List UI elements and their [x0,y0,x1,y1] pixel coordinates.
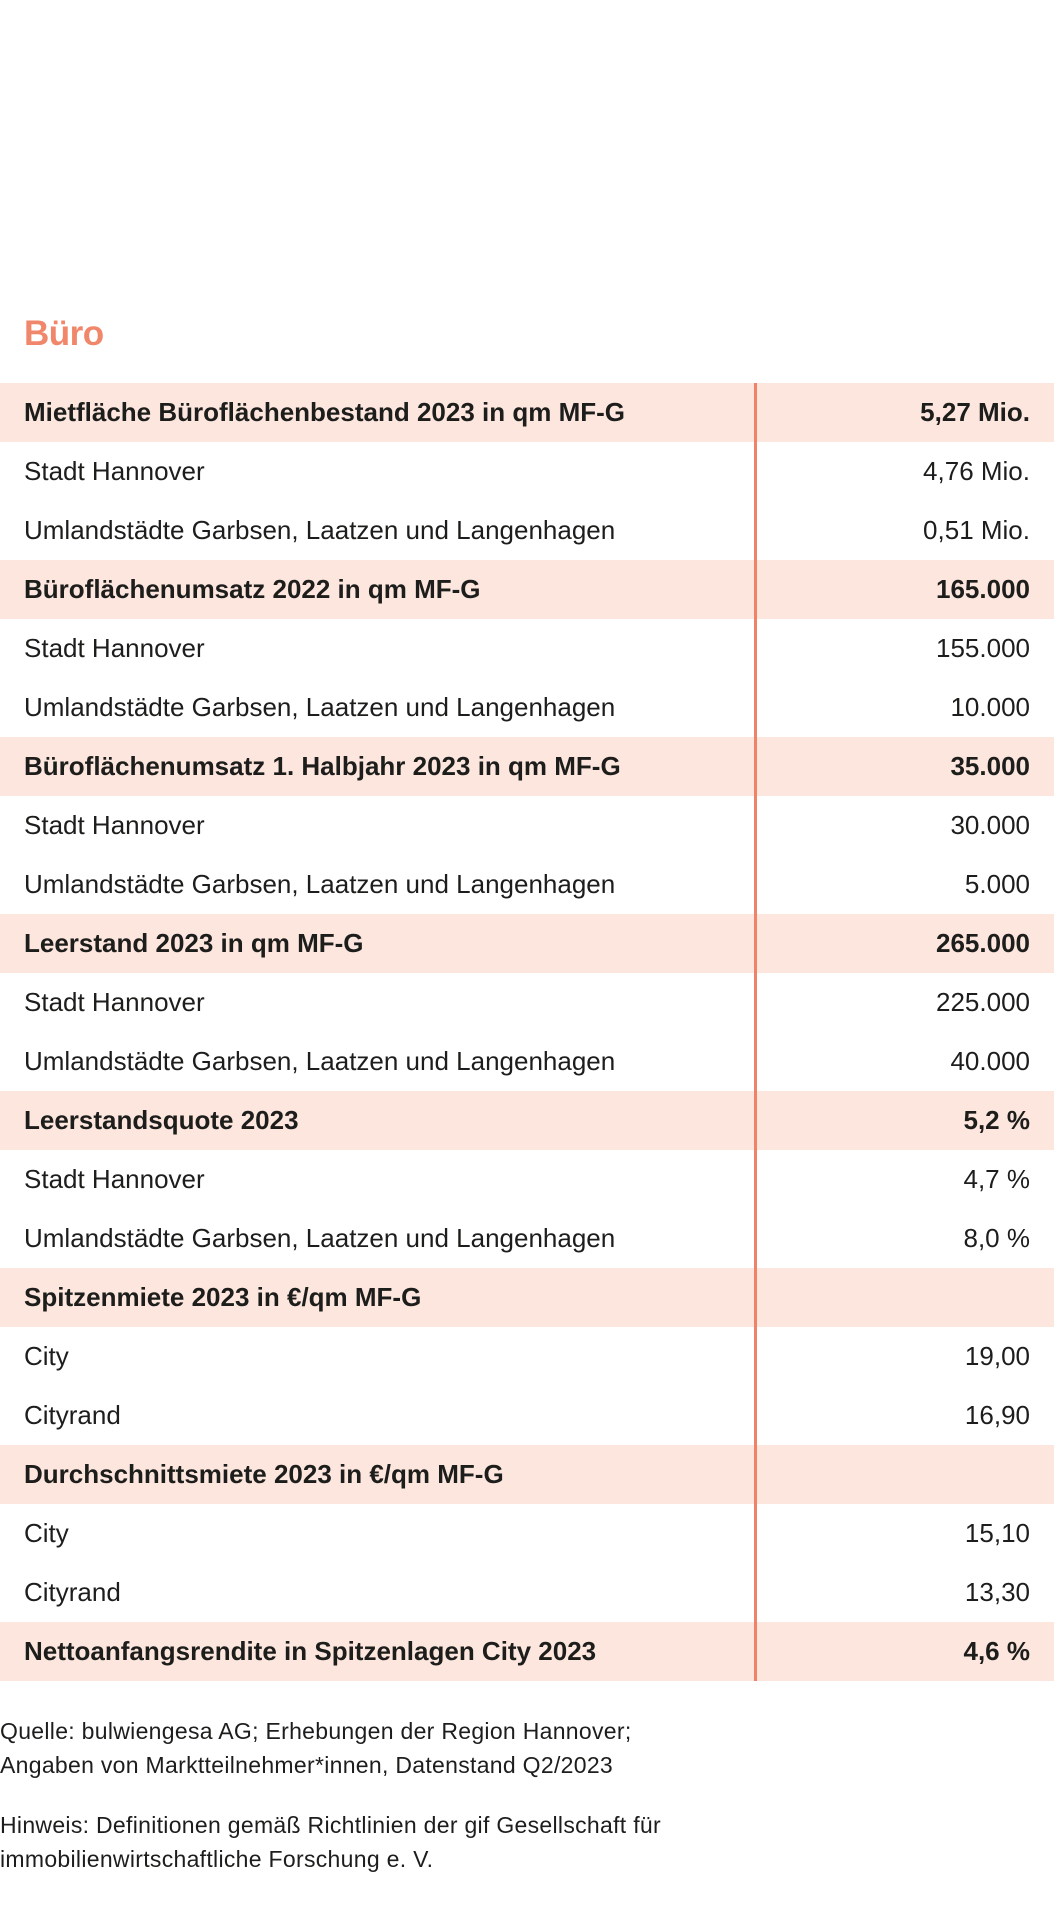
table-row [0,1150,1054,1209]
data-table [0,383,1054,1681]
table-header-row [0,737,1054,796]
row-value: 0,51 Mio. [923,515,1030,545]
table-header-row [0,914,1054,973]
row-value: 5,27 Mio. [920,397,1030,427]
row-value: 4,7 % [963,1164,1030,1194]
row-label: Leerstand 2023 in qm MF-G [24,928,364,958]
row-value: 4,76 Mio. [923,456,1030,486]
row-label: Büroflächenumsatz 1. Halbjahr 2023 in qm MF-G [24,751,621,781]
row-value: 165.000 [936,574,1030,604]
table-header-row [0,1445,1054,1504]
row-value: 225.000 [936,987,1030,1017]
row-label: Stadt Hannover [24,1164,205,1194]
row-label: Umlandstädte Garbsen, Laatzen und Langenhagen [24,1046,616,1076]
table-row [0,1563,1054,1622]
table-row [0,1386,1054,1445]
row-label: Cityrand [24,1400,121,1430]
row-value: 19,00 [964,1341,1030,1371]
row-label: Stadt Hannover [24,987,205,1017]
table-row [0,1504,1054,1563]
table-row [0,1209,1054,1268]
table-row [0,855,1054,914]
hint-line: immobilienwirtschaftliche Forschung e. V. [0,1846,434,1872]
row-value: 10.000 [950,692,1030,722]
table-header-row [0,1622,1054,1681]
row-label: Umlandstädte Garbsen, Laatzen und Langenhagen [24,869,616,899]
row-value: 35.000 [950,751,1030,781]
table-header-row [0,383,1054,442]
row-value: 16,90 [964,1400,1030,1430]
hint-line: Hinweis: Definitionen gemäß Richtlinien der gif Gesellschaft für [0,1812,661,1838]
row-label: Cityrand [24,1577,121,1607]
source-note [0,1714,632,1782]
row-value: 5,2 % [963,1105,1030,1135]
table-row [0,442,1054,501]
hint-note [0,1808,661,1876]
row-label: Umlandstädte Garbsen, Laatzen und Langenhagen [24,1223,616,1253]
source-line: Angaben von Marktteilnehmer*innen, Datenstand Q2/2023 [0,1752,614,1778]
row-value: 265.000 [936,928,1030,958]
table-row [0,1032,1054,1091]
table-header-row [0,560,1054,619]
table-row [0,619,1054,678]
row-label: Stadt Hannover [24,456,205,486]
column-divider [754,383,757,1681]
row-label: Büroflächenumsatz 2022 in qm MF-G [24,574,481,604]
table-row [0,501,1054,560]
row-label: City [24,1518,69,1548]
table-header-row [0,1268,1054,1327]
row-label: Umlandstädte Garbsen, Laatzen und Langenhagen [24,515,616,545]
source-line: Quelle: bulwiengesa AG; Erhebungen der Region Hannover; [0,1718,632,1744]
table-row [0,796,1054,855]
row-value: 155.000 [936,633,1030,663]
row-label: Umlandstädte Garbsen, Laatzen und Langenhagen [24,692,616,722]
row-label: Durchschnittsmiete 2023 in €/qm MF-G [24,1459,504,1489]
row-value: 30.000 [950,810,1030,840]
row-value: 8,0 % [963,1223,1030,1253]
row-value: 40.000 [950,1046,1030,1076]
table-row [0,1327,1054,1386]
section-title: Büro [24,314,104,353]
row-value: 4,6 % [963,1636,1030,1666]
row-label: Mietfläche Büroflächenbestand 2023 in qm MF-G [24,397,625,427]
row-label: City [24,1341,69,1371]
row-value: 15,10 [964,1518,1030,1548]
table-row [0,678,1054,737]
table-row [0,973,1054,1032]
row-label: Leerstandsquote 2023 [24,1105,299,1135]
row-label: Nettoanfangsrendite in Spitzenlagen City 2023 [24,1636,597,1666]
table-header-row [0,1091,1054,1150]
row-value: 13,30 [964,1577,1030,1607]
row-label: Stadt Hannover [24,810,205,840]
row-label: Spitzenmiete 2023 in €/qm MF-G [24,1282,422,1312]
row-label: Stadt Hannover [24,633,205,663]
row-value: 5.000 [964,869,1030,899]
